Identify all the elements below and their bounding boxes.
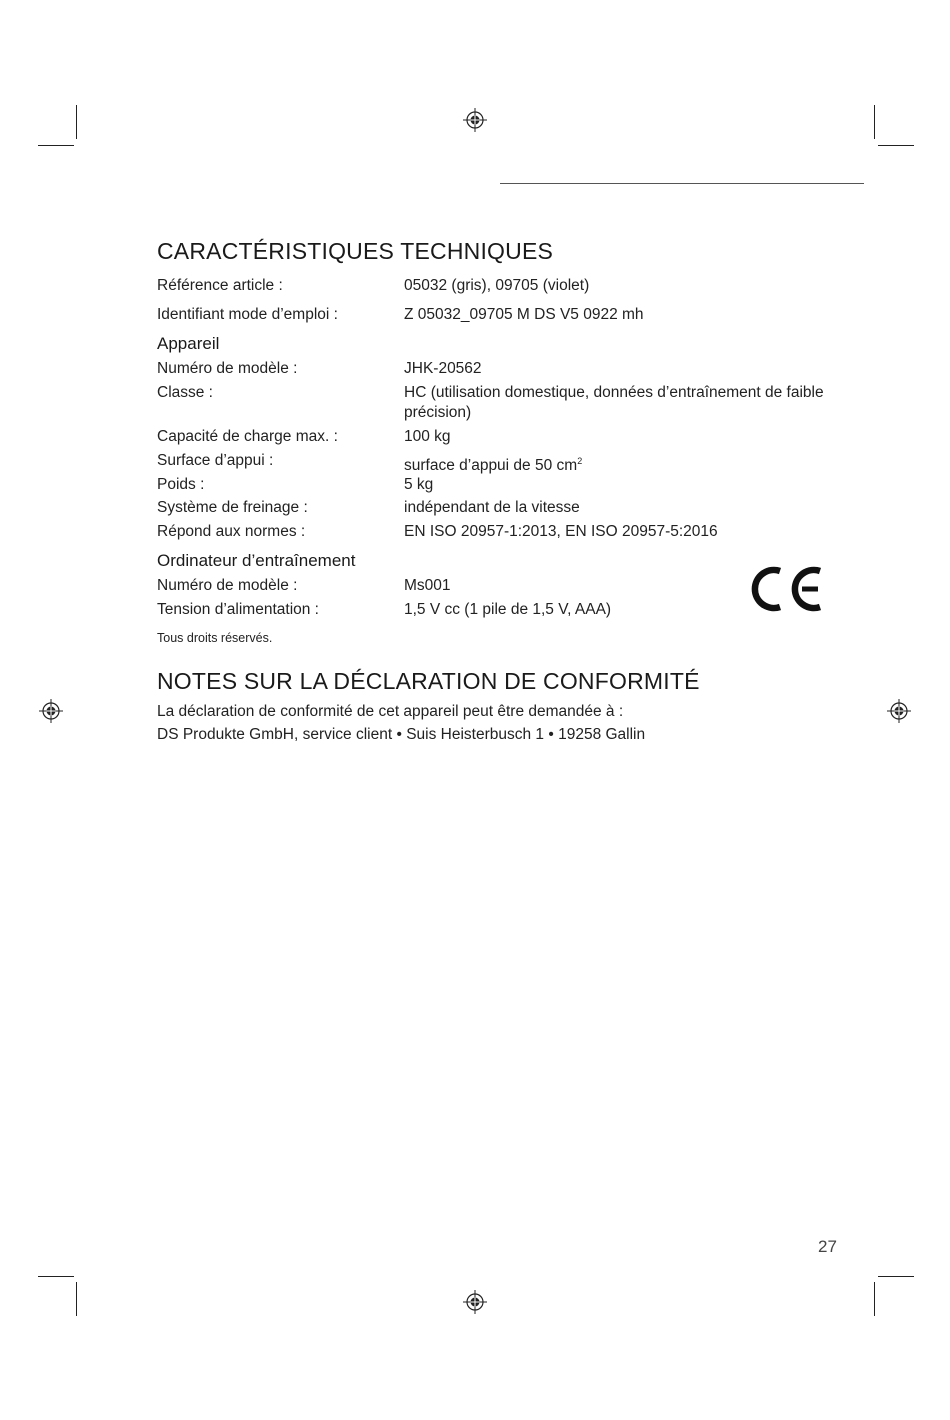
spec-label: Numéro de modèle : [157, 577, 298, 594]
spec-label: Identifiant mode d’emploi : [157, 306, 338, 323]
spec-value: Z 05032_09705 M DS V5 0922 mh [404, 306, 644, 323]
crop-mark [874, 105, 875, 139]
section-title-conformity: NOTES SUR LA DÉCLARATION DE CONFORMITÉ [157, 668, 700, 694]
spec-value: EN ISO 20957-1:2013, EN ISO 20957-5:2016 [404, 523, 718, 540]
spec-label: Référence article : [157, 277, 283, 294]
spec-value: 05032 (gris), 09705 (violet) [404, 277, 590, 294]
section-title-specs: CARACTÉRISTIQUES TECHNIQUES [157, 238, 554, 264]
registration-mark-icon [887, 699, 911, 723]
crop-mark [38, 145, 74, 146]
spec-value: 5 kg [404, 476, 434, 493]
subheading-computer: Ordinateur d’entraînement [157, 551, 356, 570]
ce-mark-icon [746, 563, 824, 615]
header-rule [500, 183, 864, 184]
superscript: 2 [577, 456, 583, 466]
spec-label: Numéro de modèle : [157, 360, 298, 377]
spec-label: Répond aux normes : [157, 523, 306, 540]
spec-value: 1,5 V cc (1 pile de 1,5 V, AAA) [404, 601, 612, 618]
spec-label: Poids : [157, 476, 205, 493]
spec-label: Capacité de charge max. : [157, 428, 338, 445]
spec-value: Ms001 [404, 577, 451, 594]
page-number: 27 [818, 1237, 837, 1256]
registration-mark-icon [39, 699, 63, 723]
crop-mark [76, 105, 77, 139]
conformity-address: DS Produkte GmbH, service client • Suis Heisterbusch 1 • 19258 Gallin [157, 726, 646, 743]
subheading-device: Appareil [157, 334, 220, 353]
crop-mark [38, 1276, 74, 1277]
spec-label: Classe : [157, 384, 213, 401]
crop-mark [878, 145, 914, 146]
crop-mark [76, 1282, 77, 1316]
spec-value: indépendant de la vitesse [404, 499, 580, 516]
spec-label: Tension d’alimentation : [157, 601, 319, 618]
spec-label: Surface d’appui : [157, 452, 274, 469]
spec-value: JHK-20562 [404, 360, 482, 377]
spec-value-text: surface d’appui de 50 cm [404, 457, 578, 474]
spec-value: 100 kg [404, 428, 451, 445]
registration-mark-icon [463, 108, 487, 132]
spec-value [404, 451, 834, 476]
conformity-text: La déclaration de conformité de cet appareil peut être demandée à : [157, 703, 624, 720]
registration-mark-icon [463, 1290, 487, 1314]
rights-note: Tous droits réservés. [157, 631, 273, 645]
spec-value: HC (utilisation domestique, données d’entraînement de faible précision) [404, 384, 824, 421]
crop-mark [874, 1282, 875, 1316]
spec-label: Système de freinage : [157, 499, 308, 516]
crop-mark [878, 1276, 914, 1277]
